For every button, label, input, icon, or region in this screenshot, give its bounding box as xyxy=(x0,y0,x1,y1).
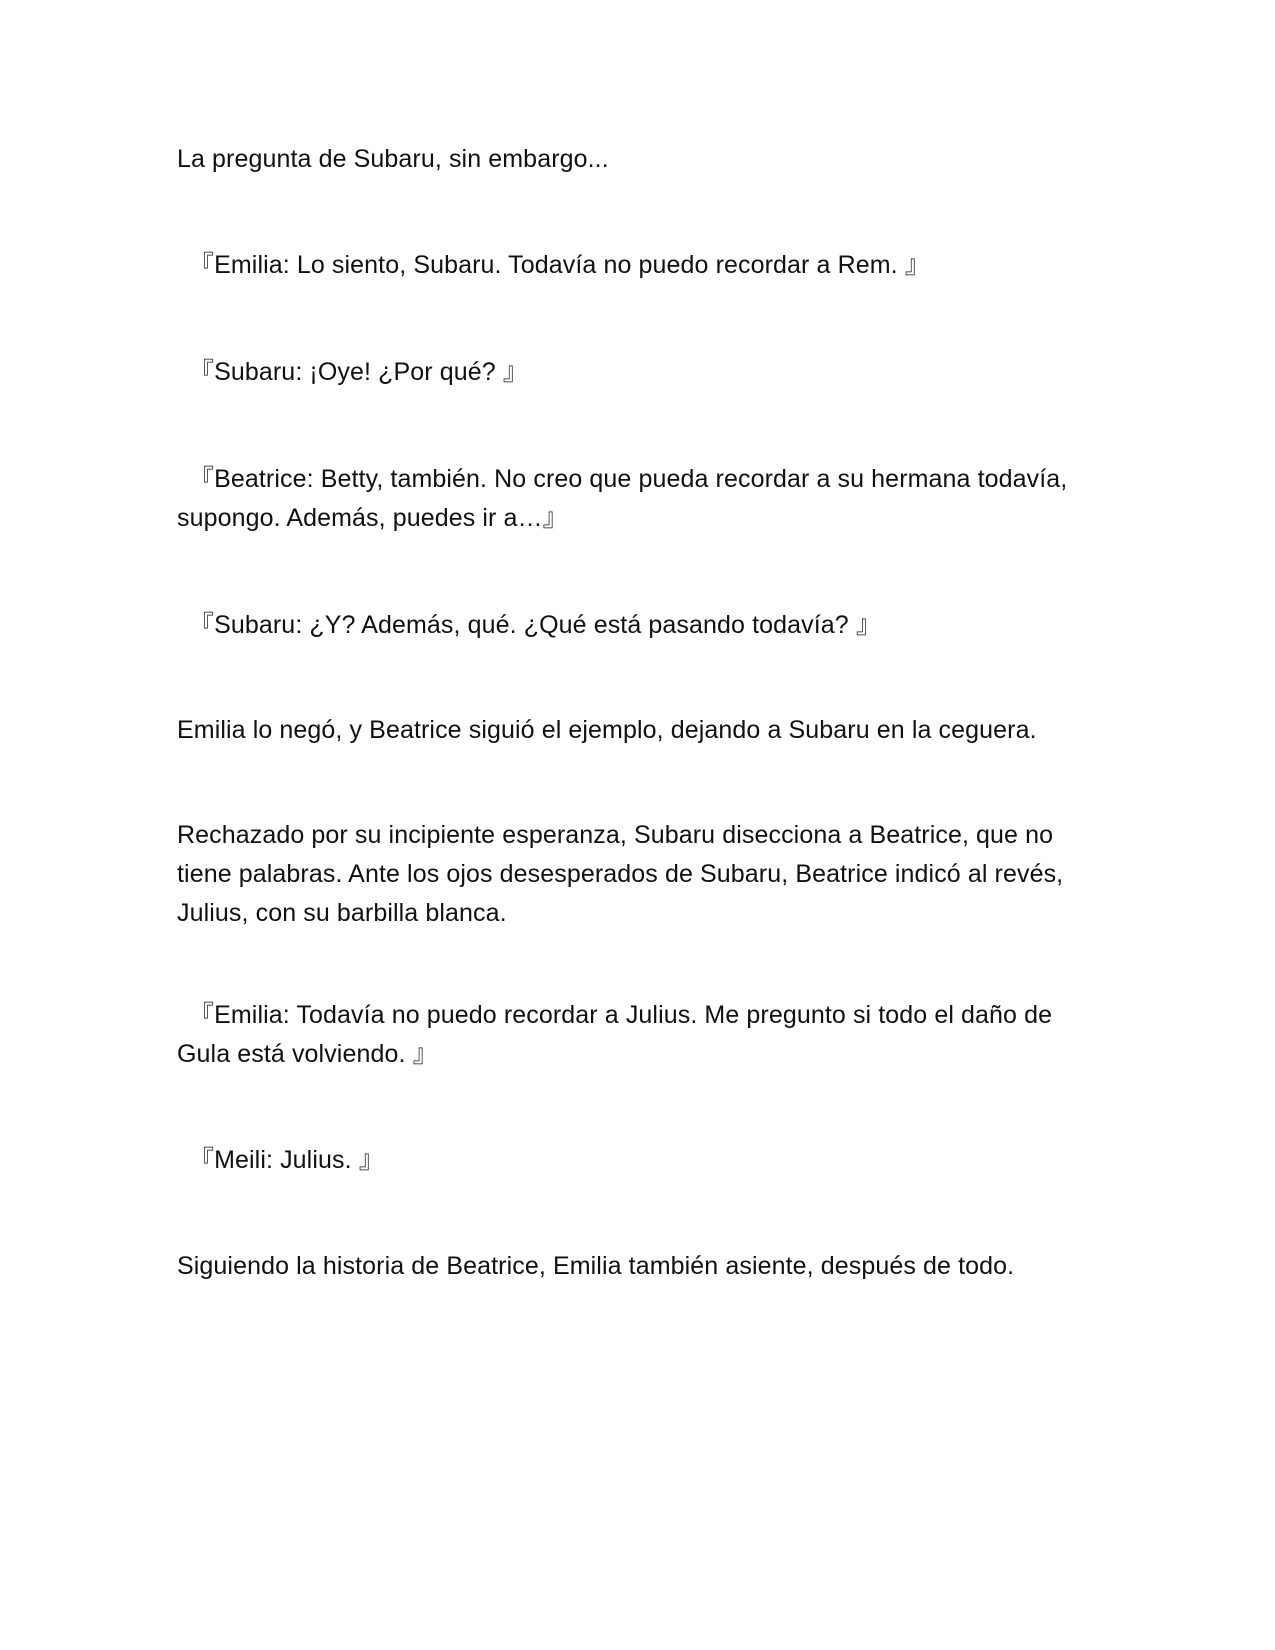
paragraph-dialogue: 『Subaru: ¡Oye! ¿Por qué? 』 xyxy=(189,358,528,386)
paragraph-dialogue: 『Meili: Julius. 』 xyxy=(189,1146,384,1174)
paragraph-dialogue: 『Emilia: Todavía no puedo recordar a Julius. Me pregunto si todo el daño de Gula está volviendo. 』 xyxy=(177,1001,1053,1068)
paragraph-dialogue: 『Beatrice: Betty, también. No creo que pueda recordar a su hermana todavía, supongo. Además, puedes ir a…』 xyxy=(177,465,1068,532)
paragraph-narration: Siguiendo la historia de Beatrice, Emilia también asiente, después de todo. xyxy=(177,1252,1015,1280)
paragraph-dialogue: 『Emilia: Lo siento, Subaru. Todavía no puedo recordar a Rem. 』 xyxy=(189,251,930,279)
paragraph-narration: Emilia lo negó, y Beatrice siguió el ejemplo, dejando a Subaru en la ceguera. xyxy=(177,716,1037,744)
paragraph-dialogue: 『Subaru: ¿Y? Además, qué. ¿Qué está pasando todavía? 』 xyxy=(189,611,881,639)
paragraph-narration: Rechazado por su incipiente esperanza, Subaru disecciona a Beatrice, que no tiene palabras. Ante los ojos desesperados de Subaru, Beatrice indicó al revés, Julius, con su barbilla blanca. xyxy=(177,821,1064,927)
paragraph-narration: La pregunta de Subaru, sin embargo... xyxy=(177,145,609,173)
